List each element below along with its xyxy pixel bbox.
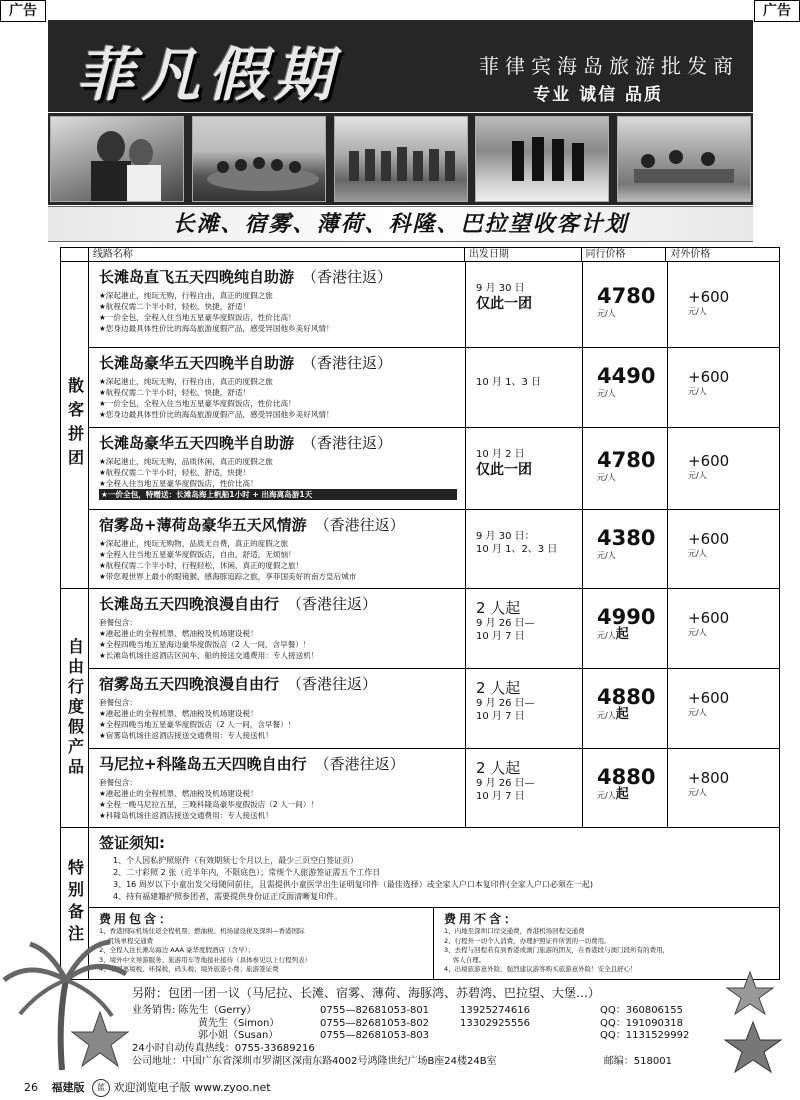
section-label: 自由行度假产品 [61, 589, 89, 827]
table-header [61, 248, 779, 262]
fax-line: 24小时自动传真热线：0755-33689216 [132, 1042, 315, 1054]
route-title: 宿雾岛五天四晚浪漫自由行 （香港往返） [99, 675, 378, 693]
public-price: +600 [688, 288, 730, 306]
charter-note: 另附：包团一团一议（马尼拉、长滩、宿雾、薄荷、海豚湾、苏碧湾、巴拉望、大堡…） [132, 986, 601, 1000]
route-highlight: ★一价全包，特赠送：长滩岛海上帆船1小时 + 出海离岛游1天 [99, 489, 457, 500]
ad-tag-left: 广告 [0, 0, 46, 22]
route-bullet: ★深起港止，纯玩无购物，品质无自费，真正的度假之旅 [99, 539, 289, 548]
depart-date: 9 月 26 日— [476, 698, 535, 709]
section-notes [61, 828, 779, 979]
address-line: 公司地址：中国广东省深圳市罗湖区深南东路4002号鸿隆世纪广场B座24楼24B室 邮编：518001 [132, 1056, 672, 1067]
photo-couple [50, 116, 184, 202]
table-row [89, 669, 780, 749]
contact-row: 业务销售: 陈先生（Gerry） 0755—82681053-801 13925274616 QQ：360806155 [132, 1005, 684, 1016]
public-price: +600 [688, 689, 730, 707]
public-price: +600 [688, 530, 730, 548]
fee-excluded [434, 908, 779, 979]
trade-price: 4990 [597, 605, 656, 629]
table-row [89, 749, 780, 827]
section-label: 散客拼团 [61, 262, 89, 588]
header-public-price: 对外价格 [670, 249, 711, 260]
depart-note: 仅此一团 [476, 462, 532, 478]
route-bullet: ★您身边最具体性价比的海岛旅游度假产品，感受异国他乡美好风情！ [99, 410, 334, 419]
public-price-unit: 元/人 [688, 471, 707, 480]
header-route: 线路名称 [89, 248, 465, 261]
price-unit: 元/人 [597, 389, 616, 398]
edition-label: 福建版 [51, 1081, 85, 1094]
route-bullet: ★航程仅需二个半小时，轻松，舒适，快捷！ [99, 468, 251, 477]
section-group-tours [61, 262, 779, 589]
fee-included-title: 费用包含： [99, 912, 175, 926]
slogan-sub: 专业 诚信 品质 [533, 85, 663, 105]
min-people: 2 人起 [476, 599, 521, 617]
fee-included-line: 3、境外中文导游服务、旅游用车等地接社接待（具体参见以上行程列表） [99, 955, 312, 964]
contact-row: 黄先生（Simon） 0755—82681053-802 13302925556 QQ：191090318 [198, 1017, 684, 1029]
public-price-unit: 元/人 [688, 549, 707, 558]
trade-price: 4780 [597, 284, 656, 308]
price-unit: 元/人 [597, 551, 616, 560]
fee-included-line: 1、香港国际机场往返全程机票、燃油税、机场建设税及深圳—香港国际 [99, 927, 305, 935]
header-banner [48, 20, 753, 112]
price-unit: 元/人 [597, 473, 616, 482]
fee-included [89, 908, 434, 979]
ad-tag-right: 广告 [754, 0, 800, 22]
route-bullet: ★宿雾岛机场往返酒店接送交通费用：专人接送机！ [99, 731, 273, 740]
contact-block [132, 984, 772, 1068]
header-trade-price: 同行价格 [582, 248, 667, 261]
public-price-unit: 元/人 [688, 307, 707, 316]
route-bullet: ★航程仅需二个半小时，轻松，快捷，舒适！ [99, 302, 251, 311]
depart-date: 9 月 26 日— [476, 618, 535, 629]
route-bullet: ★科隆岛机场往返酒店接送交通费用：专人接送机！ [99, 811, 273, 820]
route-bullet: ★港起港止的全程机票、燃油税及机场建设税！ [99, 789, 258, 798]
route-bullet: ★深起港止，纯玩无购，品质休闲，真正的度假之旅 [99, 457, 273, 466]
photo-diving-illustration [476, 117, 609, 202]
public-price: +600 [688, 368, 730, 386]
fee-excluded-line: 客人自理。 [444, 955, 486, 964]
depart-date-2: 10 月 7 日 [476, 791, 525, 802]
photo-group-beach-illustration [335, 117, 468, 202]
route-title: 长滩岛五天四晚浪漫自由行 （香港往返） [99, 595, 378, 613]
depart-note: 仅此一团 [476, 296, 532, 312]
slogan-main: 菲律宾海岛旅游批发商 [479, 54, 739, 78]
edition-badge-icon: 蓝 [92, 1079, 110, 1097]
depart-date: 9 月 26 日— [476, 778, 535, 789]
public-price-unit: 元/人 [688, 628, 707, 637]
public-price: +600 [688, 452, 730, 470]
fee-excluded-line: 4、出境旅游意外险，强烈建议游客购买旅游意外险！安全且舒心！ [444, 965, 637, 973]
photo-strip [48, 113, 753, 205]
table-row [89, 262, 780, 348]
depart-date: 9 月 30 日 [476, 283, 525, 294]
table-row [89, 510, 780, 588]
route-title: 长滩岛豪华五天四晚半自助游 （香港往返） [99, 354, 393, 372]
table-row [89, 428, 780, 510]
section-label: 特别备注 [61, 828, 89, 979]
visa-notes-title: 签证须知: [99, 834, 165, 852]
public-price-unit: 元/人 [688, 708, 707, 717]
public-price-unit: 元/人 [688, 788, 707, 797]
fee-excluded-line: 1、内地至深圳口岸交通费，香港机场回程交通费 [444, 927, 585, 935]
public-price: +600 [688, 609, 730, 627]
visa-note: 3、16 周岁以下小童出发父母随同前往，且需提供小童医学出生证明复印件（最佳选择）或全家人户口本复印件(全家人户口必须在一起) [113, 880, 594, 889]
route-bullet: ★您身边最具体性价比的海岛旅游度假产品，感受异国他乡美好风情！ [99, 324, 334, 333]
page-footer [0, 1076, 800, 1100]
trade-price: 4880 [597, 685, 656, 709]
table-row [89, 589, 780, 669]
visa-note: 1、个人因私护照原件（有效期须七个月以上，最少三页空白签证页） [113, 856, 359, 865]
visa-note: 4、持有福建籍护照参团者，需要提供身份证正反面清晰复印件。 [113, 892, 343, 901]
photo-diving [475, 116, 609, 202]
starfish-icon [70, 1010, 130, 1070]
photo-parasail-illustration [618, 117, 751, 202]
photo-couple-illustration [51, 117, 184, 202]
route-bullet: ★全程入住当地五星豪华度假饭店，性价比高！ [99, 479, 258, 488]
route-bullet: ★航程仅需二个半小时，行程轻松，休闲，真正的度假之旅！ [99, 561, 304, 570]
min-people: 2 人起 [476, 679, 521, 697]
depart-date-2: 10 月 1、2、3 日 [476, 544, 558, 555]
fee-excluded-line: 3、去程与回程若有到香港或澳门旅游的团友，在香港段与澳门段所有的费用， [444, 946, 670, 954]
route-bullet: ★一价全包，全程入住当地五星豪华度假饭店，性价比高！ [99, 399, 296, 408]
trade-price: 4380 [597, 526, 656, 550]
section-free-travel [61, 589, 779, 828]
route-title: 长滩岛豪华五天四晚半自助游 （香港往返） [99, 434, 393, 452]
trade-price: 4780 [597, 448, 656, 472]
footer-website[interactable]: 欢迎浏览电子版 www.zyoo.net [113, 1081, 271, 1094]
price-unit: 元/人起 [597, 707, 629, 722]
route-bullet: ★全程一晚马尼拉五星，三晚科隆岛豪华度假饭店（2 人一间）！ [99, 800, 319, 809]
route-intro: 套餐包含： [99, 618, 137, 627]
brand-logo-text: 菲凡假期 [76, 41, 341, 109]
contact-row: 郭小姐（Susan） 0755—82681053-803 QQ：1131529992 [198, 1030, 690, 1041]
price-unit: 元/人 [597, 309, 616, 318]
price-unit: 元/人起 [597, 627, 629, 642]
route-bullet: ★一价全包，全程入住当地五星豪华度假饭店，性价比高！ [99, 313, 296, 322]
route-title: 宿雾岛+薄荷岛豪华五天风情游 （香港往返） [99, 516, 405, 534]
route-title: 马尼拉+科隆岛五天四晚自由行 （香港往返） [99, 755, 405, 773]
route-bullet: ★深起港止，纯玩无购，行程自由，真正的度假之旅 [99, 291, 273, 300]
route-bullet: ★深起港止，纯玩无购，行程自由，真正的度假之旅 [99, 377, 273, 386]
fee-included-line: 2、全程入住长滩岛海边 AAA 豪华度假酒店（含早）； [99, 946, 255, 954]
route-intro: 套餐包含： [99, 698, 137, 707]
photo-parasail [617, 116, 751, 202]
depart-date: 10 月 1、3 日 [476, 377, 541, 388]
header-date: 出发日期 [465, 248, 582, 261]
price-unit: 元/人起 [597, 787, 629, 802]
depart-date: 10 月 2 日 [476, 449, 525, 460]
fee-box [89, 907, 779, 979]
min-people: 2 人起 [476, 759, 521, 777]
public-price: +800 [688, 769, 730, 787]
route-bullet: ★港起港止的全程机票、燃油税及机场建设税！ [99, 629, 258, 638]
fee-excluded-title: 费用不含： [444, 912, 520, 926]
depart-date: 9 月 30 日： [476, 531, 535, 542]
route-banner: 长滩、宿雾、薄荷、科隆、巴拉望收客计划 [48, 206, 753, 242]
route-bullet: ★长滩岛机场往返酒店区间车、船的接送交通费用：专人接送机！ [99, 651, 319, 660]
public-price-unit: 元/人 [688, 387, 707, 396]
route-bullet: ★全程入住当地五星豪华度假饭店，自由，舒适，无烦恼！ [99, 550, 296, 559]
route-title: 长滩岛直飞五天四晚纯自助游 （香港往返） [99, 268, 393, 286]
route-bullet: ★全程四晚当地五星海边豪华度假饭店（2 人一间，含早餐）！ [99, 640, 311, 649]
depart-date-2: 10 月 7 日 [476, 711, 525, 722]
postcode: 邮编：518001 [603, 1056, 672, 1067]
trade-price: 4880 [597, 765, 656, 789]
fee-included-line: 4、菲国离境税、环保税、码头税；境外旅游小费；旅游签证费 [99, 965, 279, 973]
header-blank [61, 248, 89, 261]
depart-date-2: 10 月 7 日 [476, 631, 525, 642]
route-bullet: ★全程四晚当地五星豪华度假饭店（2 人一间，含早餐）！ [99, 720, 296, 729]
visa-note: 2、二寸彩照 2 张（近半年内，不限底色）；常规个人旅游签证需五个工作日 [113, 868, 381, 877]
photo-group-beach [334, 116, 468, 202]
route-bullet: ★港起港止的全程机票、燃油税及机场建设税！ [99, 709, 258, 718]
page-number: 26 [24, 1081, 38, 1094]
photo-banana-boat [192, 116, 326, 202]
route-bullet: ★航程仅需二个半小时，轻松，快捷，舒适！ [99, 388, 251, 397]
table-row [89, 348, 780, 428]
fee-included-line: 机场单程交通费 [99, 936, 154, 945]
route-intro: 套餐包含： [99, 778, 137, 787]
photo-banana-boat-illustration [193, 117, 326, 202]
route-bullet: ★带您观世界上最小的眼镜猴，感海豚追踪之旅，享菲国美好的南方皇后城市 [99, 572, 357, 581]
trade-price: 4490 [597, 364, 656, 388]
fee-excluded-line: 2、行程外一切个人消费，办理护照证件所需的一切费用。 [444, 936, 611, 945]
tour-table [60, 247, 780, 980]
